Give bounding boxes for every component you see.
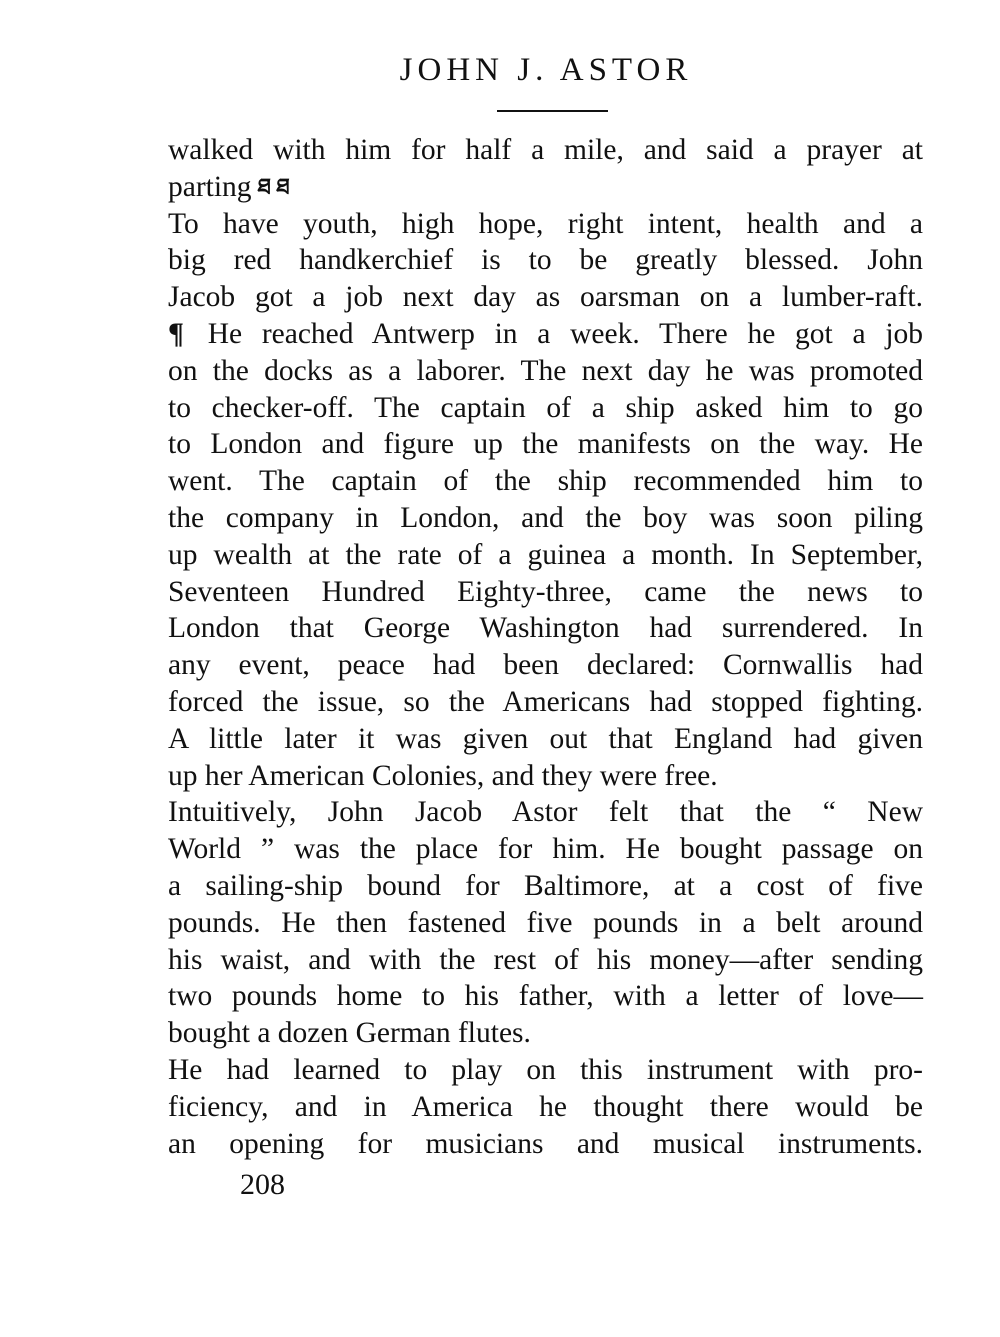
text-line-28: an opening for musicians and musical instruments. bbox=[168, 1127, 923, 1160]
text-line-7: on the docks as a laborer. The next day he was promoted bbox=[168, 354, 923, 387]
text-line-11: the company in London, and the boy was soon piling bbox=[168, 501, 923, 534]
text-line-2 bbox=[168, 169, 923, 206]
text-line-20: World ” was the place for him. He bought passage on bbox=[168, 833, 923, 866]
text-line-16: forced the issue, so the Americans had stopped fighting. bbox=[168, 685, 923, 718]
text-line-3: To have youth, high hope, right intent, health and a bbox=[168, 207, 923, 240]
text-line-8: to checker-off. The captain of a ship asked him to go bbox=[168, 391, 923, 424]
running-head: JOHN J. ASTOR bbox=[399, 52, 693, 88]
text-line-21: a sailing-ship bound for Baltimore, at a cost of five bbox=[168, 869, 923, 902]
text-line-17: A little later it was given out that England had given bbox=[168, 722, 923, 755]
text-line-6 bbox=[168, 316, 923, 353]
text-line-15: any event, peace had been declared: Cornwallis had bbox=[168, 649, 923, 682]
text-line-2-content: parting bbox=[168, 170, 252, 203]
text-line-9: to London and figure up the manifests on the way. He bbox=[168, 428, 923, 461]
text-line-14: London that George Washington had surrendered. In bbox=[168, 612, 923, 645]
text-line-25: bought a dozen German flutes. bbox=[168, 1017, 531, 1050]
text-line-24: two pounds home to his father, with a letter of love— bbox=[168, 980, 923, 1013]
text-line-23: his waist, and with the rest of his money—after sending bbox=[168, 943, 923, 976]
body-text bbox=[168, 132, 923, 1162]
fleuron-ornament-icon: ཐ ཐ bbox=[257, 173, 290, 199]
text-line-27: ficiency, and in America he thought there would be bbox=[168, 1090, 923, 1123]
header-rule bbox=[497, 110, 608, 112]
pilcrow-icon: ¶ bbox=[168, 317, 184, 350]
text-line-18: up her American Colonies, and they were free. bbox=[168, 759, 718, 792]
text-line-5: Jacob got a job next day as oarsman on a lumber-raft. bbox=[168, 281, 923, 314]
text-line-19: Intuitively, John Jacob Astor felt that the “ New bbox=[168, 796, 923, 829]
text-line-10: went. The captain of the ship recommended him to bbox=[168, 465, 923, 498]
text-line-26: He had learned to play on this instrument with pro- bbox=[168, 1053, 923, 1086]
text-line-1: walked with him for half a mile, and said a prayer at bbox=[168, 134, 923, 166]
text-line-6-content: He reached Antwerp in a week. There he got a job bbox=[207, 317, 924, 350]
text-line-22: pounds. He then fastened five pounds in a belt around bbox=[168, 906, 923, 939]
text-line-4: big red handkerchief is to be greatly blessed. John bbox=[168, 244, 923, 277]
text-line-12: up wealth at the rate of a guinea a month. In September, bbox=[168, 538, 923, 571]
text-line-13: Seventeen Hundred Eighty-three, came the news to bbox=[168, 575, 923, 608]
page-number: 208 bbox=[240, 1168, 285, 1201]
